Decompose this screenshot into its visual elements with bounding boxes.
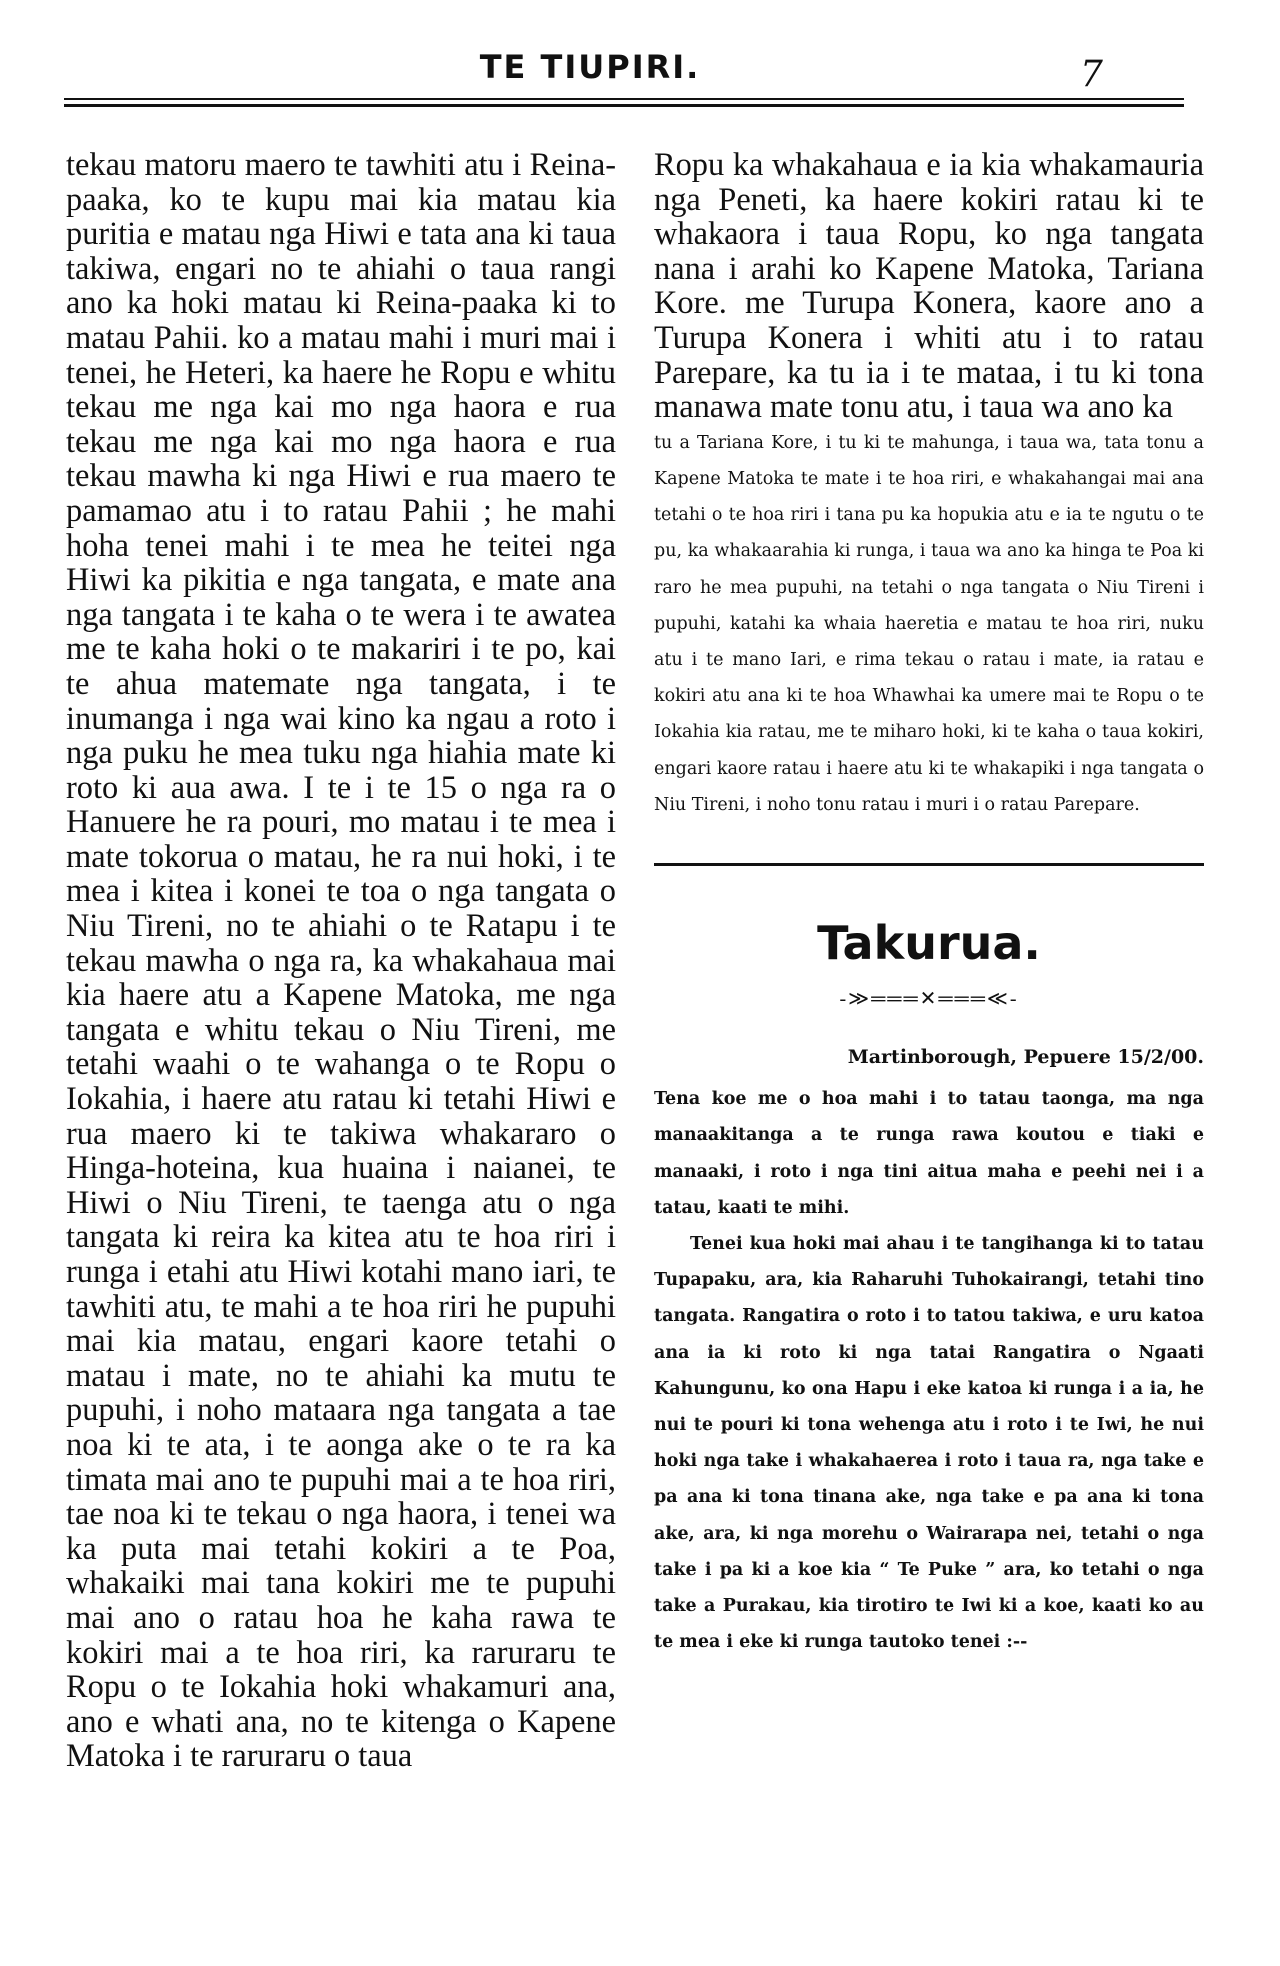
right-column-lead-text: Ropu ka whakahaua e ia kia whakamauria nga Peneti, ka haere kokiri ratau ki te whakaora i taua Ropu, ko nga tangata nana i arahi ko Kapene Matoka, Tariana Kore. me Turupa Konera, kaore ano a Turupa Konera i whiti atu i to ratau Parepare, ka tu ia i te mataa, i tu ki tona manawa mate tonu atu, i taua wa ano ka bbox=[654, 147, 1204, 426]
right-column bbox=[654, 148, 1204, 1660]
right-column-continuation-text: tu a Tariana Kore, i tu ki te mahunga, i taua wa, tata tonu a Kapene Matoka te mate i te hoa riri, e whakahangai mai ana tetahi o te hoa riri i tana pu ka hopukia atu e ia te ngutu o te pu, ka whakaarahia ki runga, i taua wa ano ka hinga te Poa ki raro he mea pupuhi, na tetahi o nga tangata o Niu Tireni i pupuhi, katahi ka whaia haeretia e matau te hoa riri, nuku atu i te mano Iari, e rima tekau o ratau i mate, ia ratau e kokiri atu ana ki te hoa Whawhai ka umere mai te Ropu o te Iokahia kia ratau, me te miharo hoki, ki te kaha o taua kokiri, engari kaore ratau i haere atu ki te whakapiki i nga tangata o Niu Tireni, i noho tonu ratau i muri i o ratau Parepare. bbox=[654, 432, 1204, 815]
letter bbox=[654, 1039, 1204, 1660]
page-number: 7 bbox=[1080, 54, 1103, 95]
left-column bbox=[66, 148, 616, 1774]
header-rule-thin bbox=[64, 98, 1184, 100]
masthead bbox=[0, 48, 1280, 100]
ornament-divider: -≫═══✕═══≪- bbox=[839, 987, 1019, 1010]
letter-paragraph: Tenei kua hoki mai ahau i te tangihanga ki to tatau Tupapaku, ara, kia Raharuhi Tuhokairangi, tetahi tino tangata. Rangatira o roto i to tatou takiwa, e uru katoa ana ia ki roto ki nga tatai Rangatira o Ngaati Kahungunu, ko ona Hapu i eke katoa ki runga i a ia, he nui te pouri ki tona wehenga atu i roto i te Iwi, he nui hoki nga take i whakahaerea i roto i taua ra, nga take e pa ana ki tona tinana ake, nga take e pa ana ki tona ake, ara, ki nga morehu o Wairarapa nei, tetahi o nga take i pa ki a koe kia “ Te Puke ” ara, ko tetahi o nga take a Purakau, kia tirotiro te Iwi ki a koe, kaati ko au te mea i eke ki runga tautoko tenei :-- bbox=[654, 1234, 1204, 1653]
section-divider bbox=[654, 863, 1204, 866]
left-column-text: tekau matoru maero te tawhiti atu i Reina-paaka, ko te kupu mai kia matau kia puritia e matau nga Hiwi e tata ana ki taua takiwa, engari no te ahiahi o taua rangi ano ka hoki matau ki Reina-paaka ki to matau Pahii. ko a matau mahi i muri mai i tenei, he Heteri, ka haere he Ropu e whitu tekau me nga kai mo nga haora e rua tekau me nga kai mo nga haora e rua tekau mawha ki nga Hiwi e rua maero te pamamao atu i to ratau Pahii ; he mahi hoha tenei mahi i te mea he teitei nga Hiwi ka pikitia e nga tangata, e mate ana nga tangata i te kaha o te wera i te awatea me te kaha hoki o te makariri i te po, kai te ahua matemate nga tangata, i te inumanga i nga wai kino ka ngau a roto i nga puku he mea tuku nga hiahia mate ki roto ki aua awa. I te i te 15 o nga ra o Hanuere he ra pouri, mo matau i te mea i mate tokorua o matau, he ra nui hoki, i te mea i kitea i konei te toa o nga tangata o Niu Tireni, no te ahiahi o te Ratapu i te tekau mawha o nga ra, ka whakahaua mai kia haere atu a Kapene Matoka, me nga tangata e whitu tekau o Niu Tireni, me tetahi waahi o te wahanga o te Ropu o Iokahia, i haere atu ratau ki tetahi Hiwi e rua maero ki te takiwa whakararo o Hinga-hoteina, kua huaina i naianei, te Hiwi o Niu Tireni, te taenga atu o nga tangata ki reira ka kitea atu te hoa riri i runga i etahi atu Hiwi kotahi mano iari, te tawhiti atu, te mahi a te hoa riri he pupuhi mai kia matau, engari kaore tetahi o matau i mate, no te ahiahi ka mutu te pupuhi, i noho mataara nga tangata a tae noa ki te ata, i te aonga ake o te ra ka timata mai ano te pupuhi mai a te hoa riri, tae noa ki te tekau o nga haora, i tenei wa ka puta mai tetahi kokiri a te Poa, whakaiki mai tana kokiri me te pupuhi mai ano o ratau hoa he kaha rawa te kokiri mai a te hoa riri, ka raruraru te Ropu o te Iokahia hoki whakamuri ana, ano e whati ana, no te kitenga o Kapene Matoka i te raruraru o taua bbox=[66, 147, 616, 1775]
section-title: Takurua. bbox=[817, 915, 1041, 970]
letter-paragraph: Tena koe me o hoa mahi i to tatau taonga, ma nga manaakitanga a te runga rawa koutou e tiaki e manaaki, i roto i nga tini aitua maha e peehi nei i a tatau, kaati te mihi. bbox=[654, 1089, 1204, 1218]
letter-dateline: Martinborough, Pepuere 15/2/00. bbox=[847, 1045, 1204, 1068]
header-rule-thick bbox=[64, 104, 1184, 107]
running-title: TE TIUPIRI. bbox=[479, 48, 701, 86]
